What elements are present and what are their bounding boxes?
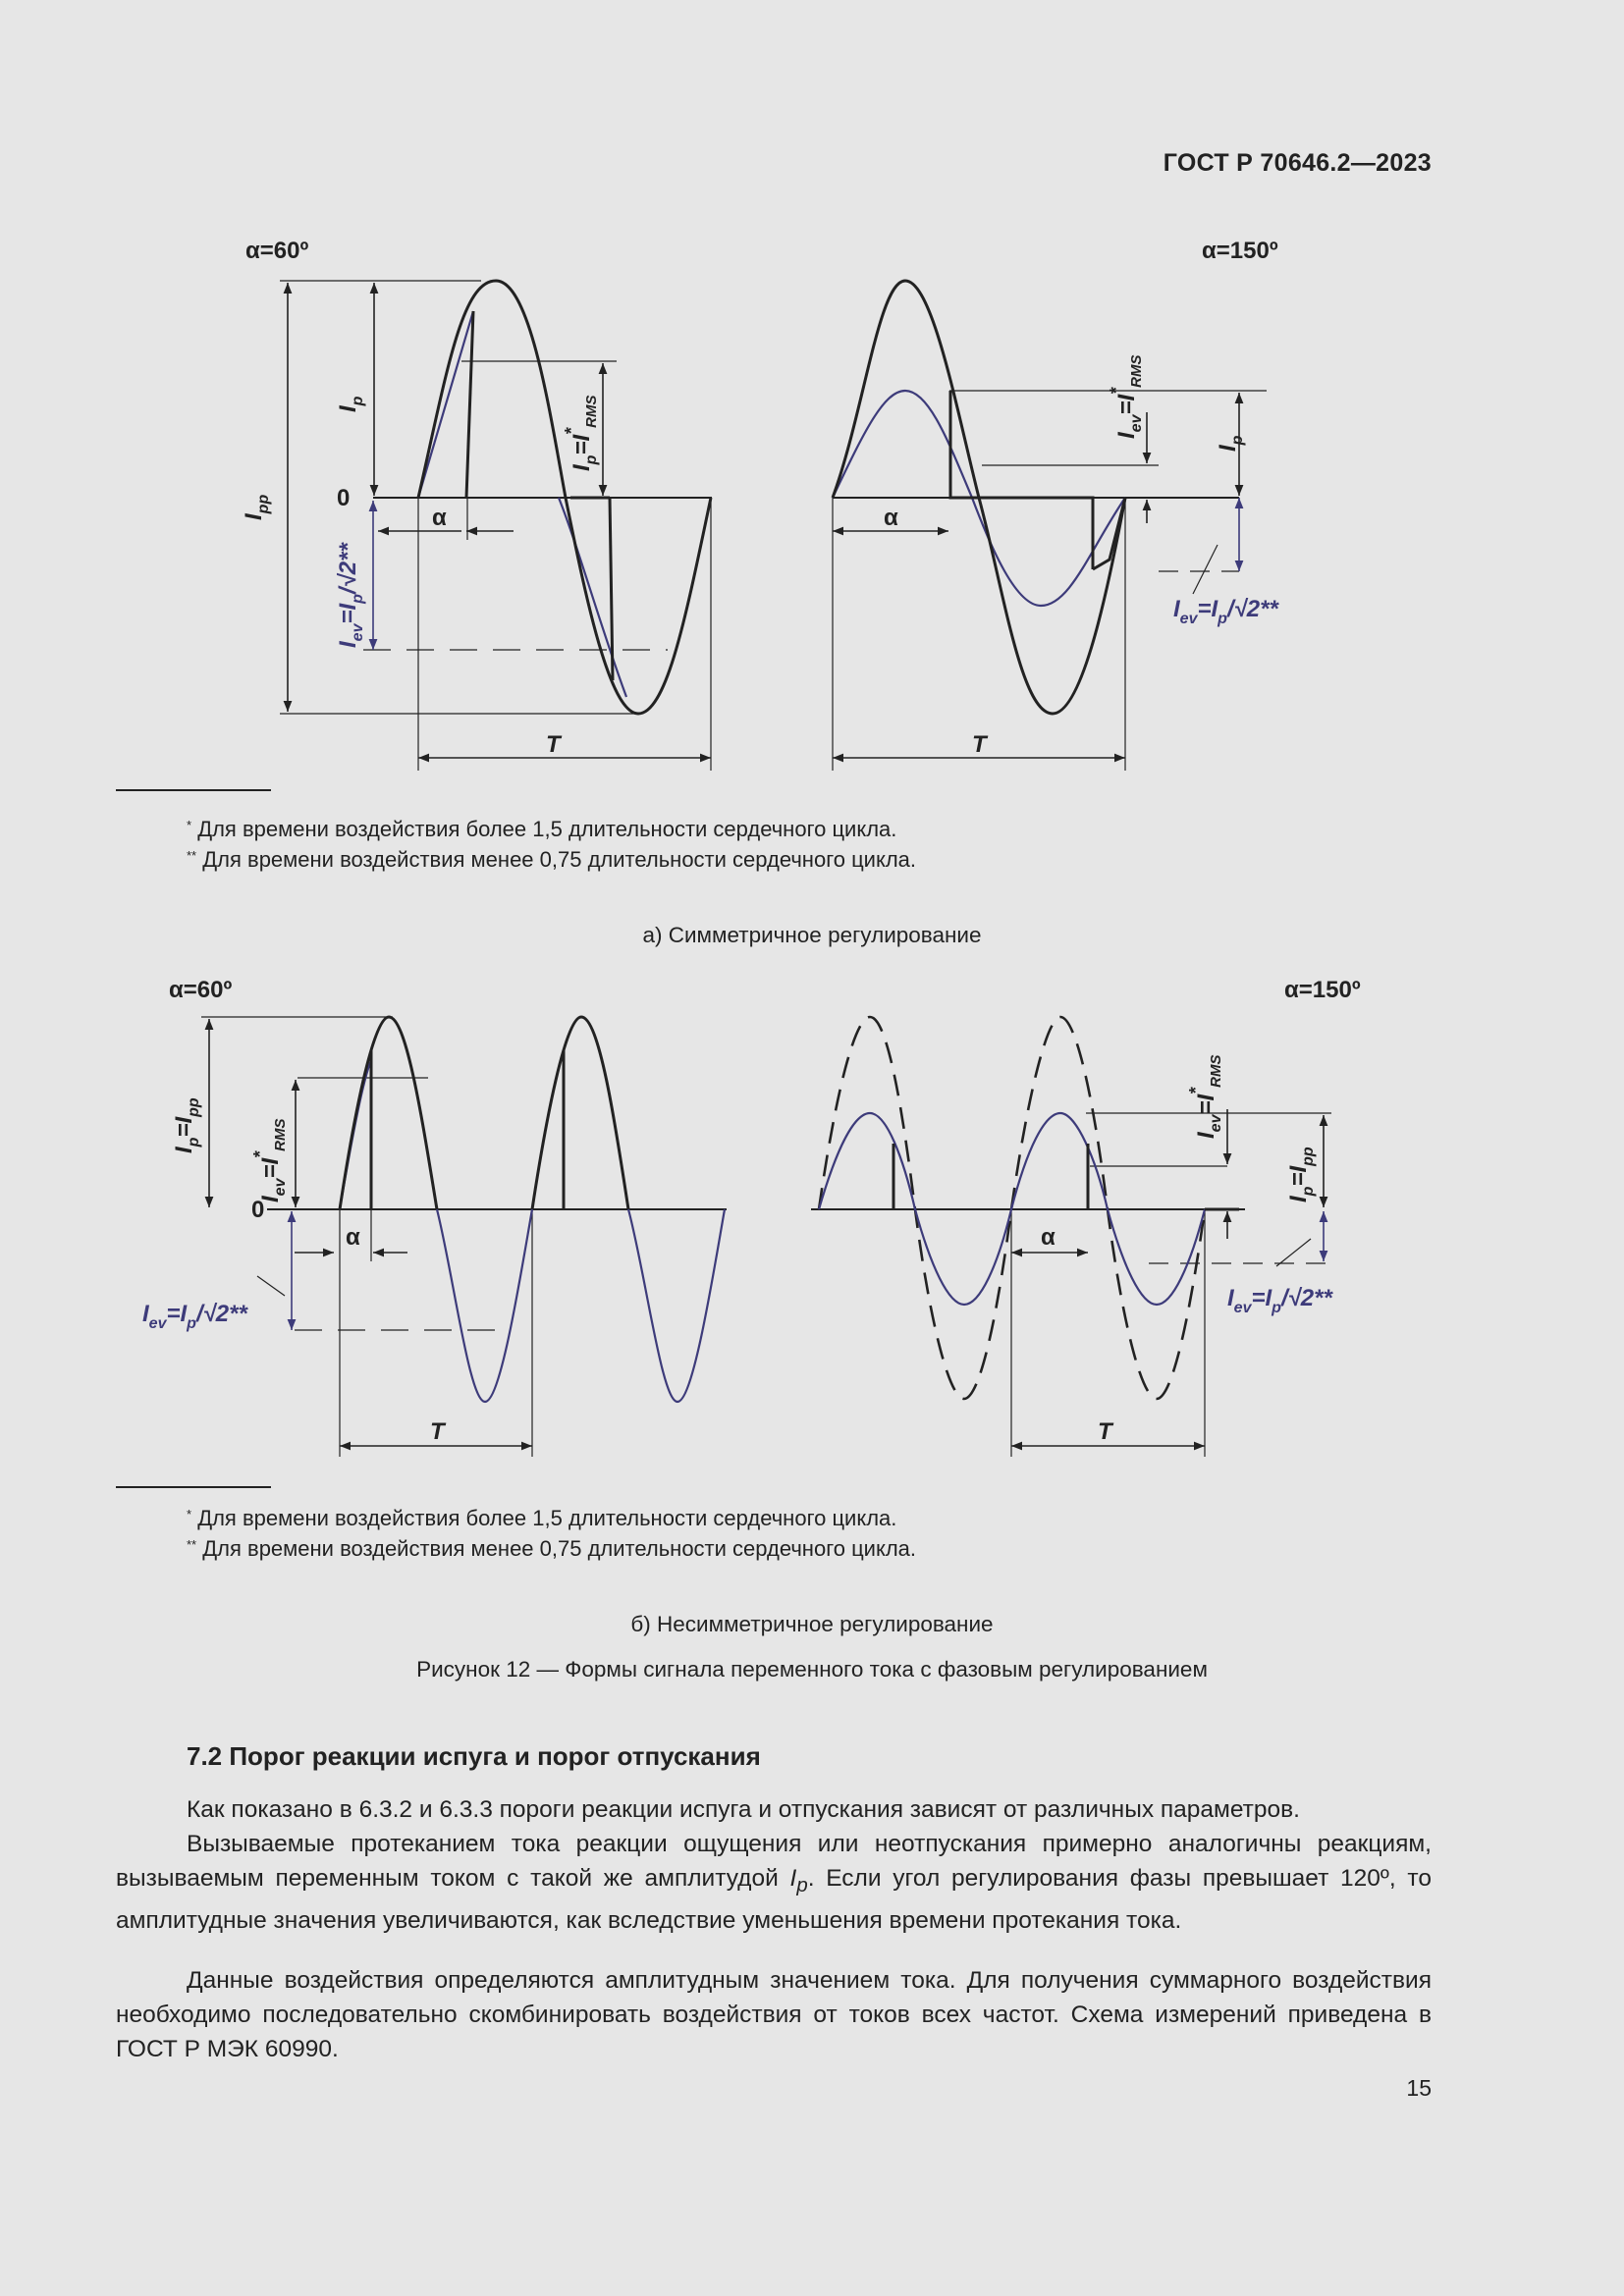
footnote-b-2: ** Для времени воздействия менее 0,75 длительности сердечного цикла.: [187, 1536, 917, 1561]
alpha-60-label: α=60º: [169, 977, 233, 1003]
figure-a-caption: а) Симметричное регулирование: [642, 923, 982, 947]
leader-line: [1193, 545, 1218, 594]
page-number: 15: [1406, 2075, 1432, 2101]
leader-line: [257, 1276, 285, 1296]
alpha-label-right: α: [884, 505, 898, 531]
figure-caption: Рисунок 12 — Формы сигнала переменного тока с фазовым регулированием: [416, 1657, 1208, 1682]
footnote-separator-a: [116, 789, 271, 791]
figure-b-right-panel: [811, 1017, 1331, 1457]
footnote-a-1: * Для времени воздействия более 1,5 длительности сердечного цикла.: [187, 817, 897, 841]
zero-label: 0: [251, 1197, 265, 1223]
iev-label-left: $I_{ev}=I_p/√2**$: [142, 1301, 247, 1332]
footnote-a-2: ** Для времени воздействия менее 0,75 длительности сердечного цикла.: [187, 847, 917, 872]
figure-b-left-panel: [201, 1017, 727, 1457]
black-pos-half-2: [532, 1017, 628, 1209]
figure-b-labels: [142, 977, 1361, 1445]
ip-label-right: $I_p$: [1215, 435, 1246, 452]
figure-b: [142, 977, 1361, 1457]
blue-neg-half-1: [437, 1209, 532, 1402]
blue-fall: [559, 498, 626, 697]
period-label: T: [430, 1418, 445, 1445]
section-title: 7.2 Порог реакции испуга и порог отпускания: [187, 1741, 761, 1771]
zero-label: 0: [337, 485, 351, 511]
black-pos-half-1: [340, 1017, 437, 1209]
iev-irms-label: $I_{ev}=I^*_{RMS}$: [1107, 354, 1145, 439]
footnote-b-1: * Для времени воздействия более 1,5 длительности сердечного цикла.: [187, 1506, 897, 1530]
iev-label-right: $I_{ev}=I_p/√2**$: [1227, 1285, 1332, 1316]
iev-label-right: $I_{ev}=I_p/√2**$: [1173, 596, 1278, 627]
ipp-label: $I_{pp}$: [241, 494, 272, 520]
iev-irms-label-right: $I_{ev}=I^*_{RMS}$: [1186, 1054, 1224, 1139]
leader-line: [1276, 1239, 1311, 1266]
period-label-right: T: [1098, 1418, 1112, 1445]
alpha-60-label: α=60º: [245, 238, 309, 264]
paragraph-3: Данные воздействия определяются амплитудным значением тока. Для получения суммарного воздействия необходимо последовательно скомбинировать воздействия от токов всех частот. Схема измерений приведена в ГОСТ Р МЭК 60990.: [116, 1967, 1432, 2062]
footnote-separator-b: [116, 1486, 271, 1488]
black-jump-up: [466, 311, 473, 498]
document-header: ГОСТ Р 70646.2—2023: [1163, 149, 1432, 177]
period-label: T: [546, 731, 561, 758]
ip-label: $I_p$: [335, 396, 366, 412]
ip-irms-label: $I_p=I^*_{RMS}$: [562, 395, 600, 471]
alpha-label: α: [346, 1224, 360, 1251]
figure-a-left-panel: [280, 281, 712, 771]
alpha-label: α: [432, 505, 447, 531]
figure-a: [241, 238, 1279, 771]
iev-irms-label-left: $I_{ev}=I^*_{RMS}$: [250, 1118, 289, 1202]
alpha-label-right: α: [1041, 1224, 1056, 1251]
figure-b-caption: б) Несимметричное регулирование: [630, 1612, 994, 1636]
paragraph-2: Вызываемые протеканием тока реакции ощущения или неотпускания примерно аналогичны реакциям, вызываемым переменным током с такой же амплитудой $I_p$. Если угол регулирования фазы превышает 120º, то амплитудные значения увеличиваются, как вследствие уменьшения времени протекания тока.: [116, 1831, 1433, 1934]
iev-label-left: $I_{ev}=I_p/√2**$: [335, 543, 366, 648]
blue-neg-half-2: [628, 1209, 725, 1402]
ip-ipp-label: $I_p=I_{pp}$: [171, 1097, 202, 1153]
alpha-150-label: α=150º: [1284, 977, 1361, 1003]
blue-rise: [418, 311, 473, 498]
alpha-150-label: α=150º: [1202, 238, 1278, 264]
black-step: [950, 391, 1093, 569]
ip-ipp-label-right: $I_p=I_{pp}$: [1285, 1147, 1317, 1202]
period-label-right: T: [972, 731, 987, 758]
paragraph-1: Как показано в 6.3.2 и 6.3.3 пороги реакции испуга и отпускания зависят от различных параметров.: [187, 1796, 1300, 1823]
